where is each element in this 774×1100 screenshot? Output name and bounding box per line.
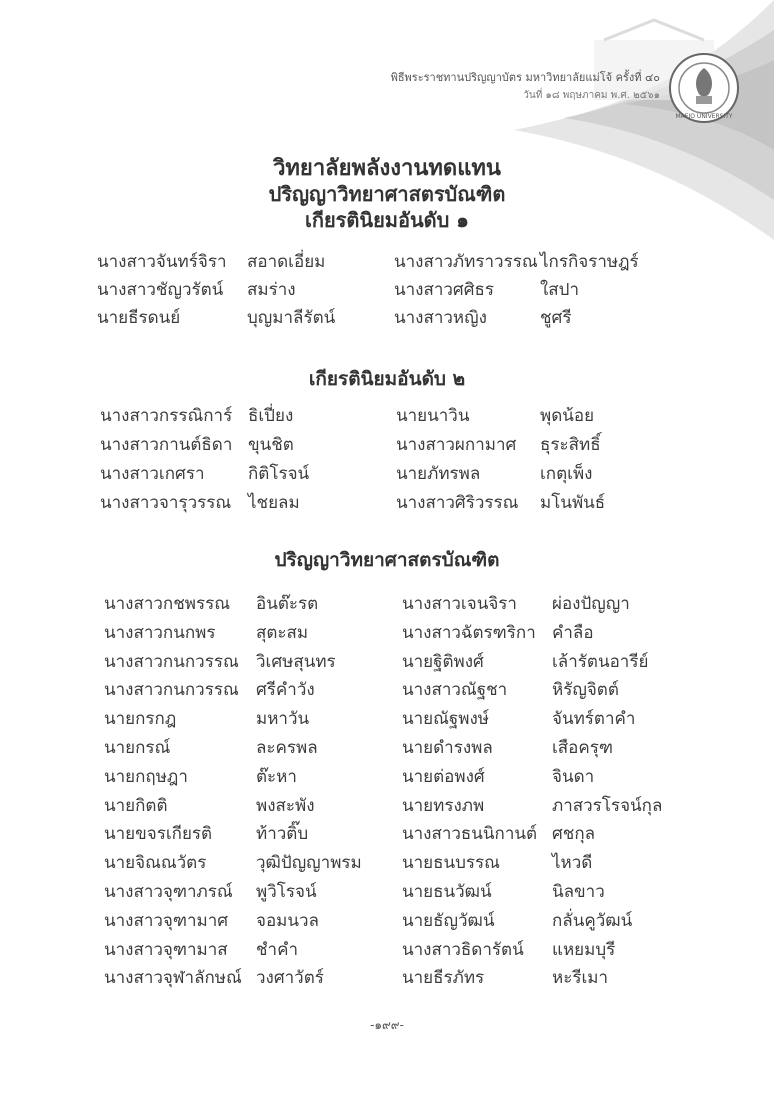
graduate-last-name: ต๊ะหา (256, 766, 297, 787)
graduate-first-name: นายทรงภพ (402, 795, 485, 816)
graduate-last-name: พุดน้อย (540, 406, 595, 426)
graduate-row (0, 878, 774, 906)
graduate-last-name: ธิเปี่ยง (248, 406, 294, 426)
graduate-first-name: นางสาวกนกวรรณ (104, 651, 239, 672)
graduate-first-name: นางสาวภัทราวรรณ (394, 252, 538, 272)
honor-second-class-heading: เกียรตินิยมอันดับ ๒ (308, 368, 466, 390)
graduate-last-name: แหยมบุรี (552, 939, 616, 960)
graduate-first-name: นายขจรเกียรติ (104, 824, 213, 845)
graduate-last-name: ละครพล (256, 738, 318, 758)
graduate-first-name: นายภัทรพล (396, 464, 481, 484)
graduate-last-name: จินดา (552, 766, 595, 787)
graduate-first-name: นายธนวัฒน์ (402, 882, 492, 902)
graduate-last-name: พงสะพัง (256, 795, 315, 816)
degree-heading: ปริญญาวิทยาศาสตรบัณฑิต (274, 549, 500, 571)
graduate-first-name: นายธนบรรณ (402, 853, 500, 874)
graduate-last-name: ศรีคำวัง (256, 680, 315, 701)
graduate-first-name: นางสาวณัฐชา (402, 680, 508, 701)
graduate-first-name: นายกรณ์ (104, 738, 171, 758)
graduate-last-name: ไกรกิจราษฎร์ (540, 252, 639, 272)
graduate-first-name: นายจิณณวัตร (104, 853, 207, 874)
graduate-last-name: อินต๊ะรต (256, 594, 319, 614)
honor-first-class-heading: เกียรตินิยมอันดับ ๑ (305, 208, 469, 232)
graduate-last-name: สุตะสม (256, 622, 309, 643)
graduate-first-name: นางสาวกชพรรณ (104, 594, 231, 614)
graduate-first-name: นางสาวจารุวรรณ (100, 493, 232, 513)
degree-title: ปริญญาวิทยาศาสตรบัณฑิต (268, 182, 506, 206)
graduate-first-name: นางสาวจุฑามาส (104, 939, 228, 960)
graduate-last-name: ใสปา (540, 280, 580, 300)
graduate-last-name: บุญมาลีรัตน์ (247, 308, 336, 328)
graduate-last-name: ชูศรี (540, 308, 572, 328)
graduate-last-name: ขุนชิต (248, 435, 294, 455)
graduate-first-name: นางสาวชัญวรัตน์ (97, 280, 224, 300)
page-number: -๑๙๙- (370, 1018, 404, 1032)
graduate-first-name: นางสาวกนกวรรณ (104, 680, 239, 701)
graduate-last-name: คำลือ (552, 622, 594, 643)
college-title: วิทยาลัยพลังงานทดแทน (273, 155, 501, 181)
graduate-first-name: นายกฤษฎา (104, 766, 188, 787)
graduate-first-name: นายดำรงพล (402, 738, 493, 758)
graduate-first-name: นางสาวศิริวรรณ (396, 493, 519, 513)
graduate-last-name: หิรัญจิตต์ (552, 680, 619, 701)
graduate-last-name: เกตุเพ็ง (540, 464, 593, 484)
graduate-last-name: ท้าวติ๊บ (256, 824, 309, 845)
graduate-first-name: นางสาวฉัตรฑริกา (402, 622, 536, 643)
graduate-first-name: นางสาวหญิง (394, 308, 487, 328)
graduate-row (0, 705, 774, 733)
graduate-row (0, 964, 774, 992)
graduate-first-name: นางสาวกรรณิการ์ (100, 406, 233, 426)
graduate-row (0, 276, 774, 304)
graduate-row (0, 304, 774, 332)
graduate-last-name: เสือครุฑ (552, 738, 614, 758)
graduate-row (0, 248, 774, 276)
graduate-last-name: วงศาวัตร์ (256, 968, 324, 989)
graduate-first-name: นางสาวกานต์ธิดา (100, 435, 233, 455)
graduate-first-name: นางสาวเกศรา (100, 464, 205, 484)
graduate-row (0, 820, 774, 848)
graduate-last-name: สมร่าง (247, 280, 296, 300)
graduate-first-name: นายกิตติ (104, 795, 168, 816)
graduate-row (0, 907, 774, 935)
graduate-row (0, 936, 774, 964)
graduate-row (0, 460, 774, 488)
graduate-row (0, 792, 774, 820)
ceremony-header (340, 68, 660, 103)
ceremony-title: พิธีพระราชทานปริญญาบัตร มหาวิทยาลัยแม่โจ้ ครั้งที่ ๔๐ (390, 71, 660, 84)
graduate-row (0, 763, 774, 791)
svg-text:MAEJO UNIVERSITY: MAEJO UNIVERSITY (675, 113, 733, 120)
graduate-first-name: นางสาวศศิธร (394, 280, 495, 300)
graduate-first-name: นางสาวจุฑามาศ (104, 910, 229, 931)
graduate-row (0, 619, 774, 647)
graduate-last-name: วุฒิปัญญาพรม (256, 853, 362, 874)
graduate-last-name: หะรีเมา (552, 968, 609, 989)
graduate-last-name: ธุระสิทธิ์ (540, 435, 601, 455)
graduate-first-name: นางสาวจุฬาลักษณ์ (104, 968, 242, 989)
graduate-last-name: ผ่องปัญญา (552, 594, 630, 614)
graduate-row (0, 402, 774, 430)
graduate-last-name: สอาดเอี่ยม (247, 252, 326, 272)
graduate-first-name: นายฐิติพงศ์ (402, 651, 484, 672)
graduate-last-name: กิติโรจน์ (248, 464, 310, 484)
graduate-last-name: จอมนวล (256, 910, 319, 931)
graduate-row (0, 590, 774, 618)
graduate-last-name: ศชกุล (552, 824, 596, 845)
graduate-last-name: พูวิโรจน์ (256, 882, 317, 902)
university-seal-logo (668, 52, 740, 124)
graduate-last-name: ไหวดี (552, 853, 593, 874)
graduate-row (0, 849, 774, 877)
graduate-first-name: นางสาวเจนจิรา (402, 594, 517, 614)
graduate-first-name: นายธัญวัฒน์ (402, 910, 495, 931)
graduate-last-name: มโนพันธ์ (540, 493, 606, 513)
graduate-first-name: นางสาวธนนิกานต์ (402, 824, 538, 845)
graduate-last-name: เล้ารัตนอารีย์ (552, 651, 649, 672)
graduate-last-name: กลั่นคูวัฒน์ (552, 910, 633, 931)
graduate-last-name: จันทร์ตาคำ (552, 709, 636, 730)
ceremony-date: วันที่ ๑๘ พฤษภาคม พ.ศ. ๒๕๖๑ (523, 90, 660, 101)
graduate-last-name: วิเศษสุนทร (256, 651, 336, 672)
graduate-last-name: ชำคำ (256, 939, 299, 960)
graduate-row (0, 431, 774, 459)
graduate-first-name: นางสาวกนกพร (104, 622, 216, 643)
graduate-first-name: นางสาวจันทร์จิรา (97, 252, 227, 272)
graduate-first-name: นายกรกฎ (104, 709, 177, 730)
graduate-first-name: นายธีรภัทร (402, 968, 485, 989)
graduate-row (0, 489, 774, 517)
graduate-last-name: มหาวัน (256, 709, 310, 730)
graduate-last-name: ภาสวรโรจน์กุล (552, 795, 663, 816)
graduate-first-name: นายณัฐพงษ์ (402, 709, 489, 730)
graduate-first-name: นายนาวิน (396, 406, 470, 426)
graduate-row (0, 734, 774, 762)
graduate-first-name: นางสาวผกามาศ (396, 435, 517, 455)
graduate-first-name: นางสาวธิดารัตน์ (402, 939, 524, 960)
graduate-row (0, 648, 774, 676)
graduate-first-name: นางสาวจุฑาภรณ์ (104, 882, 233, 902)
graduate-last-name: นิลขาว (552, 882, 605, 902)
graduate-row (0, 676, 774, 704)
graduate-first-name: นายธีรดนย์ (97, 308, 181, 328)
graduate-first-name: นายต่อพงศ์ (402, 766, 485, 787)
graduate-last-name: ไชยลม (248, 493, 300, 513)
